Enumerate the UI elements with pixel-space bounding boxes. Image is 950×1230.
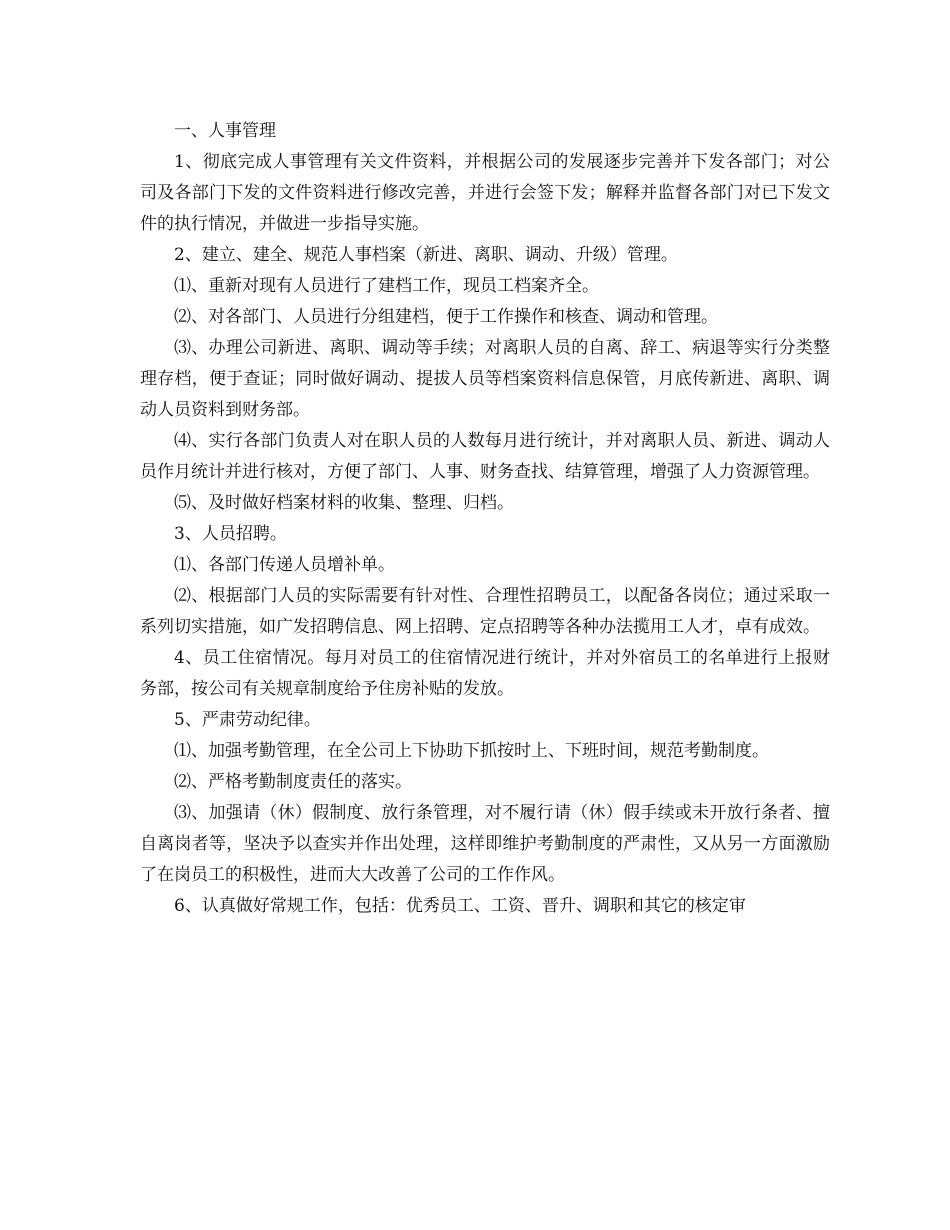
paragraph-3-recruitment: 3、人员招聘。	[174, 524, 287, 544]
paragraph-1-documents: 1、彻底完成人事管理有关文件资料，并根据公司的发展逐步完善并下发各部门；对公司及各部门下发的文件资料进行修改完善，并进行会签下发；解释并监督各部门对已下发文件的执行情况，并做进一步指导实施。	[140, 152, 830, 234]
paragraph-5-item-3: ⑶、加强请（休）假制度、放行条管理，对不履行请（休）假手续或未开放行条者、擅自离岗者等，坚决予以查实并作出处理，这样即维护考勤制度的严肃性，又从另一方面激励了在岗员工的积极性，进而大大改善了公司的工作作风。	[140, 803, 830, 885]
paragraph-3-item-2: ⑵、根据部门人员的实际需要有针对性、合理性招聘员工，以配备各岗位；通过采取一系列切实措施，如广发招聘信息、网上招聘、定点招聘等各种办法揽用工人才，卓有成效。	[140, 586, 830, 637]
section-heading-personnel-management: 一、人事管理	[174, 121, 276, 141]
paragraph-2-item-2: ⑵、对各部门、人员进行分组建档，便于工作操作和核查、调动和管理。	[174, 307, 718, 327]
paragraph-5-item-1: ⑴、加强考勤管理，在全公司上下协助下抓按时上、下班时间，规范考勤制度。	[174, 741, 769, 761]
paragraph-2-item-3: ⑶、办理公司新进、离职、调动等手续；对离职人员的自离、辞工、病退等实行分类整理存档，便于查证；同时做好调动、提拔人员等档案资料信息保管，月底传新进、离职、调动人员资料到财务部。	[140, 338, 830, 420]
paragraph-2-item-4: ⑷、实行各部门负责人对在职人员的人数每月进行统计，并对离职人员、新进、调动人员作月统计并进行核对，方便了部门、人事、财务查找、结算管理，增强了人力资源管理。	[140, 431, 830, 482]
paragraph-2-personnel-files: 2、建立、建全、规范人事档案（新进、离职、调动、升级）管理。	[174, 245, 678, 265]
document-body	[140, 116, 830, 922]
paragraph-3-item-1: ⑴、各部门传递人员增补单。	[174, 555, 395, 575]
paragraph-2-item-1: ⑴、重新对现有人员进行了建档工作，现员工档案齐全。	[174, 276, 599, 296]
paragraph-4-accommodation: 4、员工住宿情况。每月对员工的住宿情况进行统计，并对外宿员工的名单进行上报财务部，按公司有关规章制度给予住房补贴的发放。	[140, 648, 830, 699]
paragraph-5-item-2: ⑵、严格考勤制度责任的落实。	[174, 772, 412, 792]
paragraph-5-labor-discipline: 5、严肃劳动纪律。	[174, 710, 321, 730]
paragraph-2-item-5: ⑸、及时做好档案材料的收集、整理、归档。	[174, 493, 514, 513]
paragraph-6-routine-work: 6、认真做好常规工作，包括：优秀员工、工资、晋升、调职和其它的核定审	[174, 896, 746, 916]
